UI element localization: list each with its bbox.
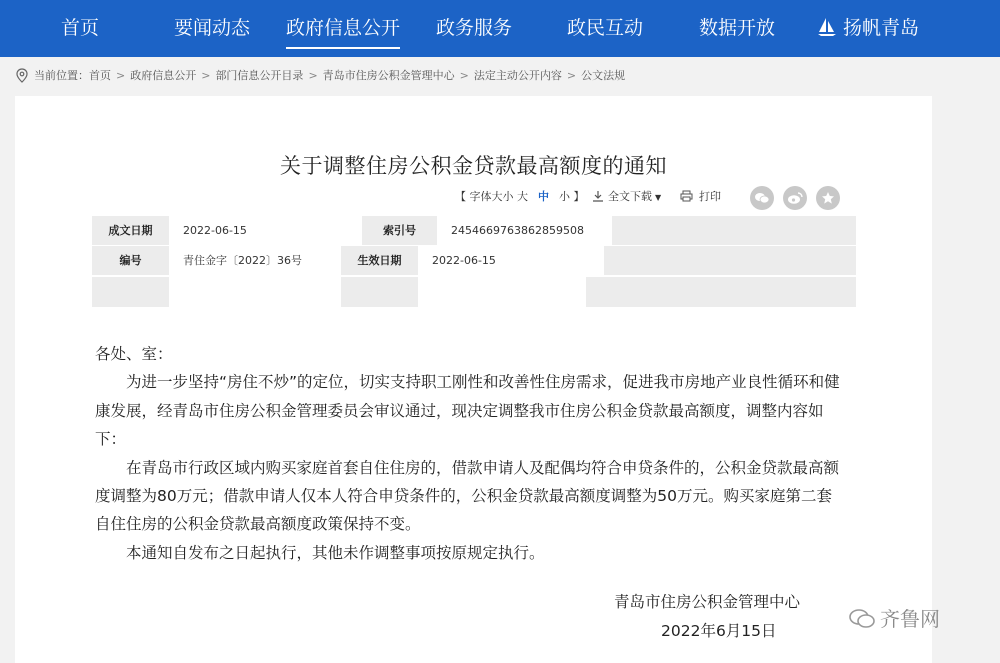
breadcrumb-gov-info[interactable]: 政府信息公开 (130, 69, 197, 82)
meta-blank-cell (418, 277, 586, 307)
breadcrumb-fund-center[interactable]: 青岛市住房公积金管理中心 (322, 69, 455, 82)
breadcrumb-separator: > (459, 69, 469, 82)
download-label: 全文下载 (608, 190, 652, 203)
wechat-icon (754, 191, 770, 205)
font-large-button[interactable]: 大 (517, 190, 528, 203)
wechat-watermark-icon (848, 607, 876, 631)
font-size-controls (455, 188, 585, 206)
nav-item-home[interactable]: 首页 (61, 17, 100, 39)
font-medium-button[interactable]: 中 (538, 190, 549, 203)
font-size-close: 】 (570, 190, 585, 203)
meta-blank-cell (341, 277, 418, 307)
breadcrumb-separator: > (201, 69, 211, 82)
download-button[interactable] (592, 188, 661, 206)
sail-icon (817, 17, 837, 37)
location-pin-icon (16, 68, 28, 83)
effective-value: 2022-06-15 (418, 246, 604, 275)
star-icon (821, 191, 835, 205)
index-value: 2454669763862859508 (437, 216, 612, 245)
effective-label: 生效日期 (341, 246, 418, 275)
chevron-down-icon: ▼ (655, 193, 662, 202)
meta-blank-cell (169, 277, 341, 307)
nav-item-open-data[interactable]: 数据开放 (699, 17, 776, 39)
top-nav (0, 0, 1000, 57)
print-label: 打印 (699, 190, 721, 203)
weibo-share-button[interactable] (783, 186, 807, 210)
nav-item-interaction[interactable]: 政民互动 (567, 17, 644, 39)
meta-blank-cell (612, 216, 856, 245)
watermark-text: 齐鲁网 (880, 607, 940, 631)
nav-item-gov-info[interactable]: 政府信息公开 (286, 0, 400, 57)
breadcrumb (16, 66, 625, 86)
font-small-button[interactable]: 小 (559, 190, 570, 203)
breadcrumb-separator: > (308, 69, 318, 82)
wechat-share-button[interactable] (750, 186, 774, 210)
breadcrumb-separator: > (566, 69, 577, 82)
salutation: 各处、室： (95, 345, 173, 363)
meta-blank-cell (604, 246, 856, 275)
watermark (848, 604, 940, 634)
date-label: 成文日期 (92, 216, 169, 245)
breadcrumb-prefix: 当前位置： (34, 69, 89, 82)
weibo-icon (787, 191, 803, 205)
body-paragraph: 在青岛市行政区域内购买家庭首套自住住房的，借款申请人及配偶均符合申贷条件的，公积金贷款最高额度调整为80万元；借款申请人仅本人符合申贷条件的，公积金贷款最高额度调整为50万元。购买家庭第二套自住住房的公积金贷款最高额度政策保持不变。 (95, 458, 840, 534)
download-icon (592, 190, 604, 202)
body-paragraph: 为进一步坚持“房住不炒”的定位，切实支持职工刚性和改善性住房需求，促进我市房地产业良性循环和健康发展，经青岛市住房公积金管理委员会审议通过，现决定调整我市住房公积金贷款最高额度，调整内容如下： (95, 373, 840, 449)
nav-item-yangfan[interactable] (817, 0, 919, 57)
nav-item-yangfan-label: 扬帆青岛 (843, 17, 920, 39)
article-title: 关于调整住房公积金贷款最高额度的通知 (280, 154, 667, 178)
printer-icon (680, 190, 693, 202)
body-paragraph: 本通知自发布之日起执行，其他未作调整事项按原规定执行。 (126, 543, 545, 562)
index-label: 索引号 (362, 216, 437, 245)
nav-item-news[interactable]: 要闻动态 (174, 17, 251, 39)
code-label: 编号 (92, 246, 169, 275)
favorite-button[interactable] (816, 186, 840, 210)
meta-blank-cell (92, 277, 169, 307)
print-button[interactable] (680, 188, 721, 206)
meta-blank-cell (586, 277, 856, 307)
signature-date: 2022年6月15日 (661, 622, 777, 640)
breadcrumb-separator: > (116, 69, 126, 82)
document-metadata-table (92, 216, 856, 307)
breadcrumb-dept-catalog[interactable]: 部门信息公开目录 (215, 69, 304, 82)
breadcrumb-statutory[interactable]: 法定主动公开内容 (473, 69, 562, 82)
date-value: 2022-06-15 (169, 216, 362, 245)
code-value: 青住金字〔2022〕36号 (169, 246, 341, 275)
article-body (95, 340, 840, 567)
breadcrumb-home[interactable]: 首页 (89, 69, 111, 82)
font-size-label: 【 字体大小 (455, 190, 517, 203)
signature-org: 青岛市住房公积金管理中心 (614, 593, 801, 611)
breadcrumb-documents[interactable]: 公文法规 (581, 69, 626, 82)
nav-item-services[interactable]: 政务服务 (436, 17, 513, 39)
